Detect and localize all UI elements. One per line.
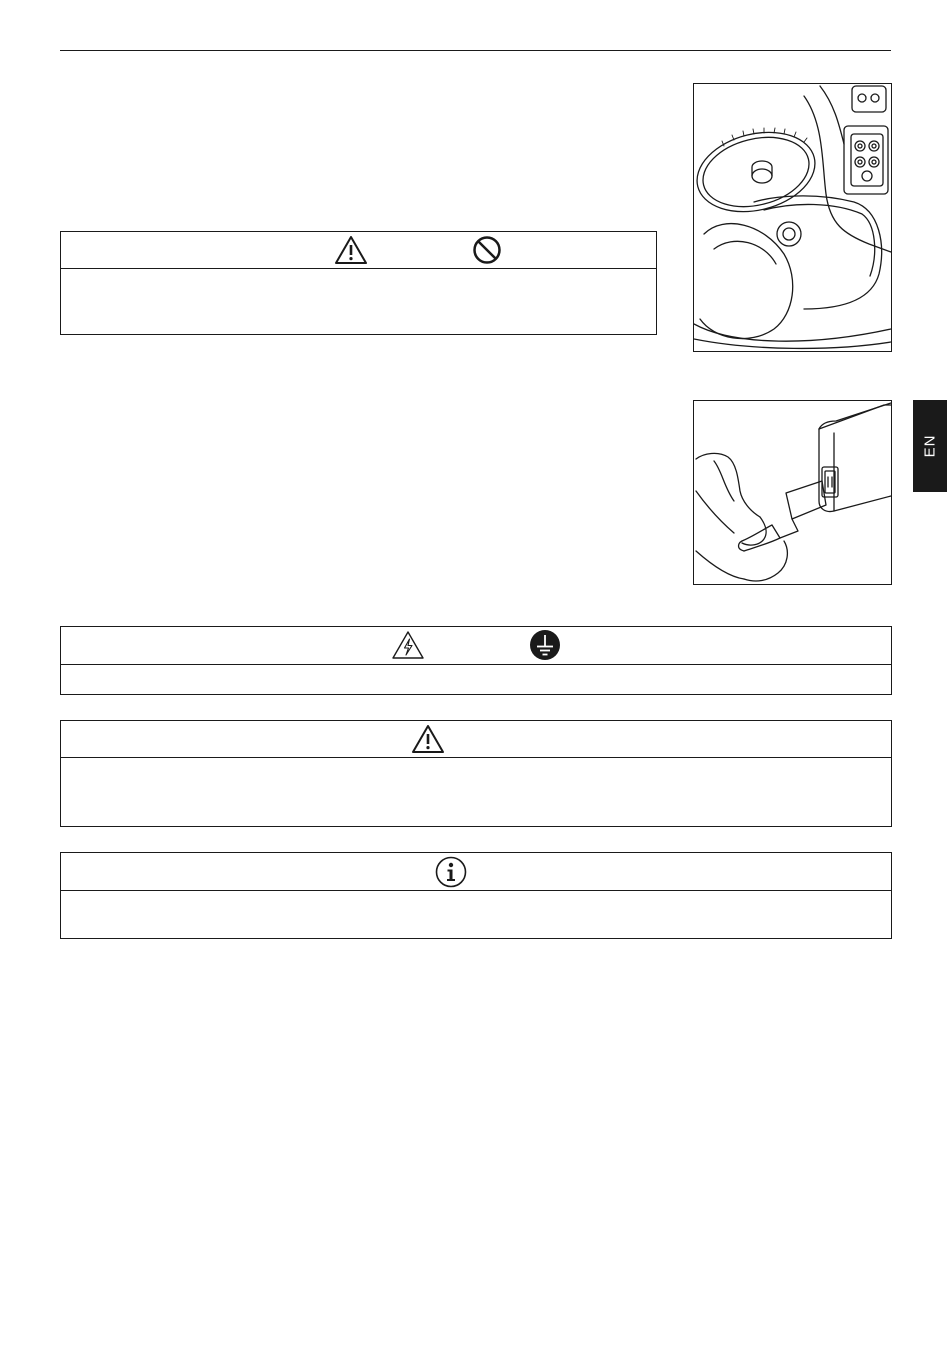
charger-plug-figure bbox=[693, 400, 892, 585]
info-icon bbox=[435, 856, 467, 888]
electric-hazard-icon bbox=[391, 630, 425, 660]
info-box bbox=[60, 852, 892, 939]
box-header bbox=[61, 853, 891, 891]
warning-prohibited-box bbox=[60, 231, 657, 335]
vehicle-socket-figure bbox=[693, 83, 892, 352]
warning-triangle-icon bbox=[411, 724, 445, 754]
box-body bbox=[61, 664, 891, 694]
box-header bbox=[61, 232, 656, 269]
language-tab[interactable] bbox=[913, 400, 947, 492]
box-body bbox=[61, 268, 656, 334]
warning-box bbox=[60, 720, 892, 827]
language-tab-label: EN bbox=[921, 434, 939, 458]
box-body bbox=[61, 757, 891, 826]
box-body bbox=[61, 890, 891, 938]
box-header bbox=[61, 721, 891, 758]
prohibited-circle-icon bbox=[472, 235, 502, 265]
electric-hazard-box bbox=[60, 626, 892, 695]
ground-icon bbox=[529, 629, 561, 661]
warning-triangle-icon bbox=[334, 235, 368, 265]
header-rule bbox=[60, 50, 891, 51]
box-header bbox=[61, 627, 891, 665]
